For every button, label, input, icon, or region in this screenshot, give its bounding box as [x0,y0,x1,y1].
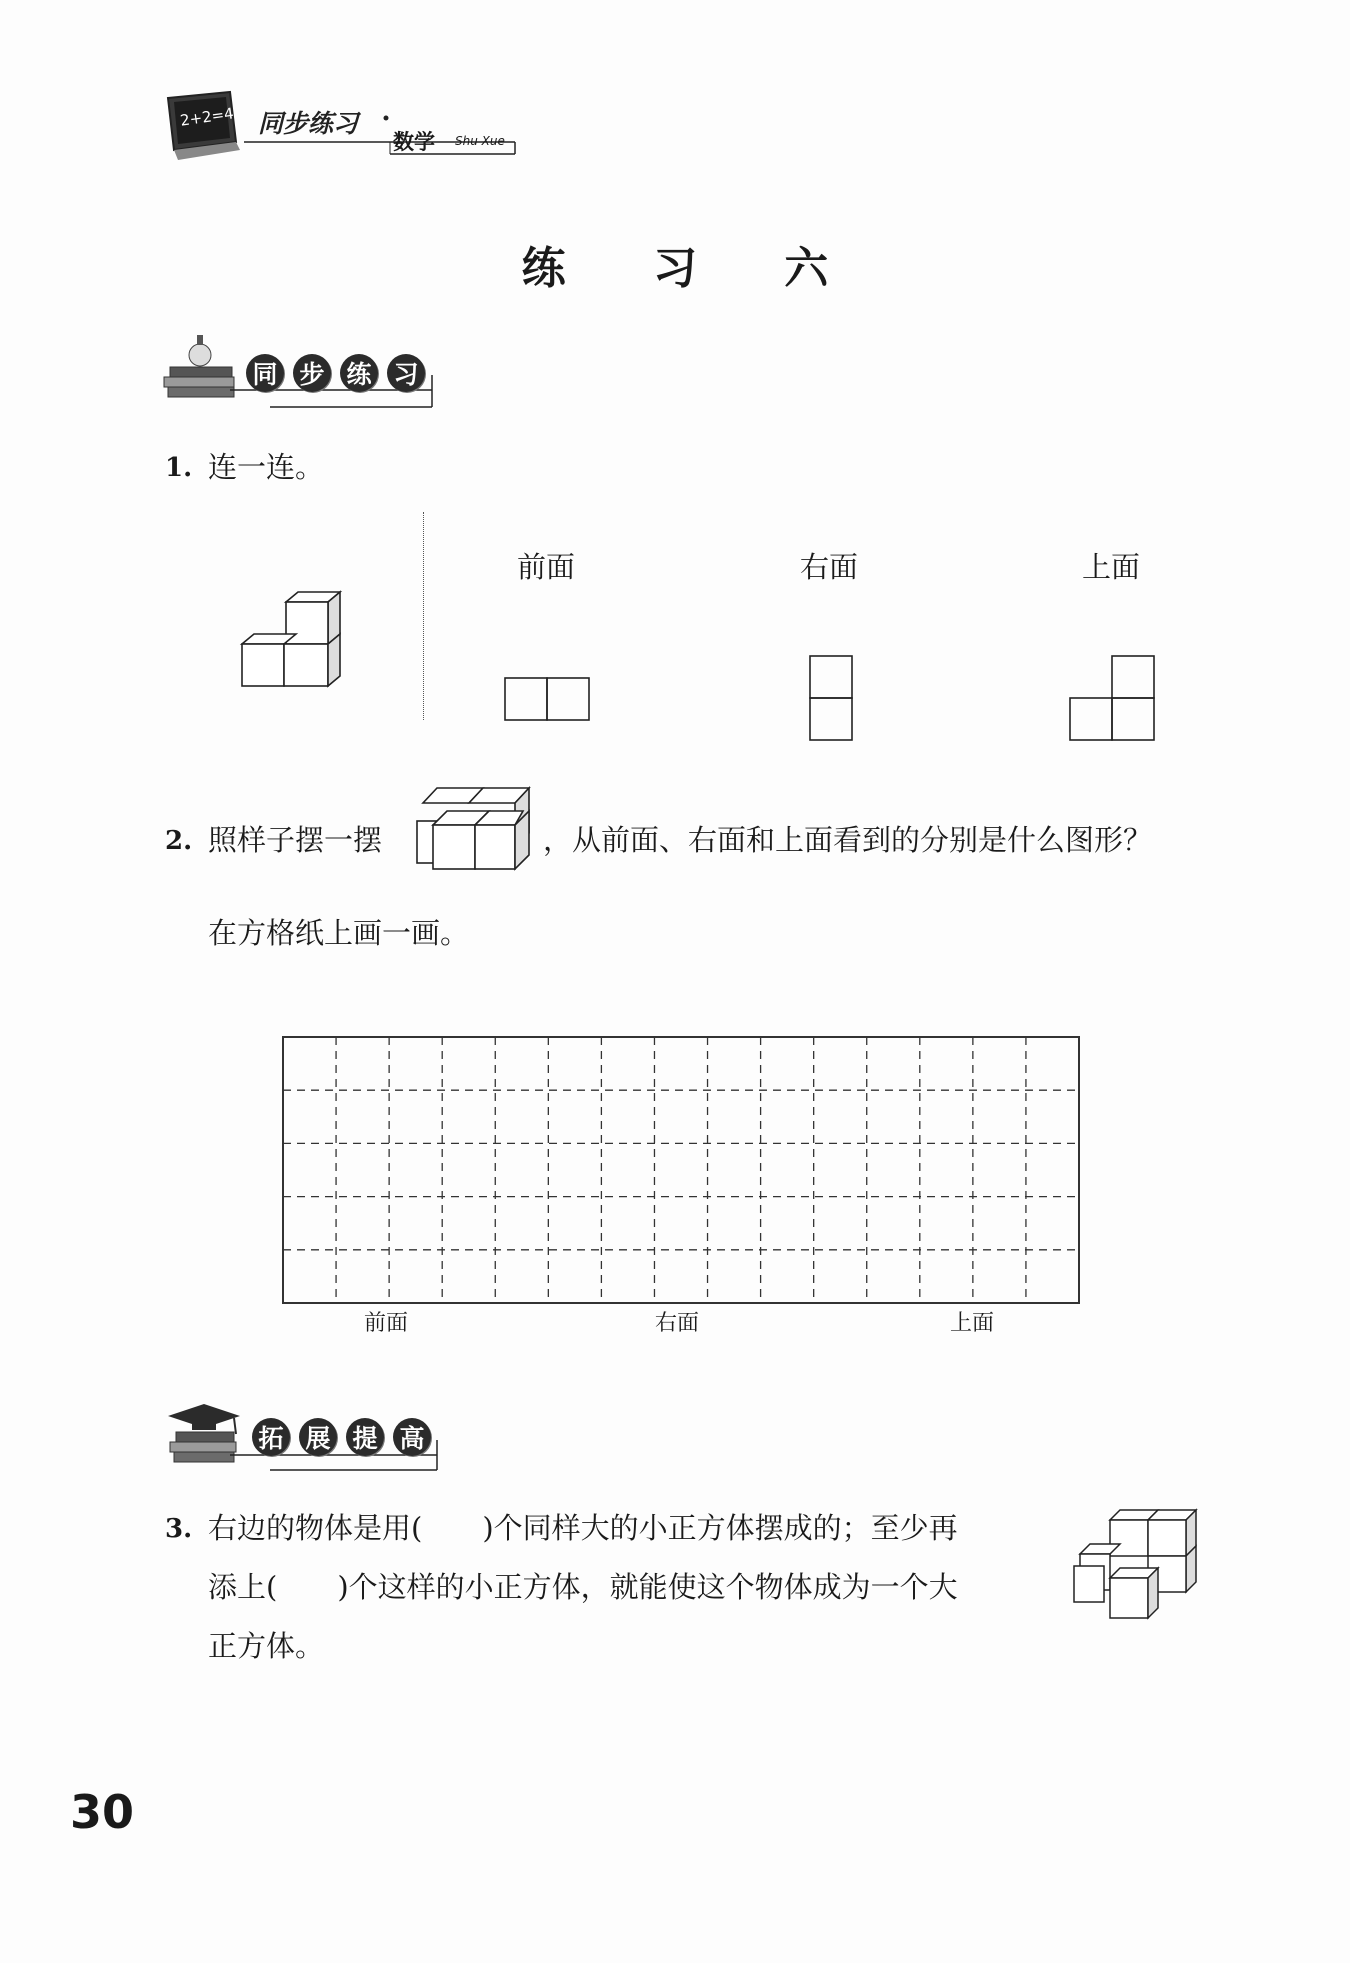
cube-model-figure [413,783,535,893]
view-shape-two-vertical [808,654,856,746]
question-text-line1 [208,1501,958,1556]
section-label-char: 习 [387,354,425,392]
text-fragment: 右边的物体是用( [208,1511,423,1545]
view-shape-two-horizontal [503,676,593,724]
header-subject-pinyin: Shu Xue [455,134,505,148]
grid-label-right: 右面 [655,1311,700,1336]
cube-cluster-figure [1070,1508,1200,1628]
section-label-char: 步 [293,354,331,392]
grid-frame [283,1037,1079,1303]
blackboard-text: 2+2=4 [179,104,235,130]
grid-label-front: 前面 [364,1311,409,1336]
question-text: 连一连。 [208,450,325,484]
question-number: 1. [165,453,193,483]
section-label-char: 拓 [252,1418,290,1456]
text-fragment: )个同样大的小正方体摆成的；至少再 [482,1511,958,1545]
question-text: 在方格纸上画一画。 [208,916,470,950]
text-fragment: 添上( [208,1570,278,1604]
grid-label-top: 上面 [950,1311,995,1336]
section-label-char: 展 [299,1418,337,1456]
page-title: 练 习 六 [521,243,865,294]
grid-paper [281,1035,1081,1305]
section-label-extension [252,1418,431,1456]
section-label-sync-practice [246,354,425,392]
section-label-char: 高 [393,1418,431,1456]
divider-dotted [423,512,424,720]
section-label-char: 练 [340,354,378,392]
header-banner-text: 同步练习 [258,109,359,138]
section-label-char: 提 [346,1418,384,1456]
section-label-char: 同 [246,354,284,392]
question-number: 2. [165,826,193,856]
view-shape-l-three [1068,654,1158,746]
view-label-front: 前面 [517,550,576,584]
question-text: 照样子摆一摆 [208,823,383,857]
view-label-right: 右面 [800,550,859,584]
text-fragment: )个这样的小正方体，就能使这个物体成为一个大 [337,1570,958,1604]
page-number: 30 [70,1785,135,1839]
question-text: ，从前面、右面和上面看到的分别是什么图形？ [543,823,1153,857]
header-subject: 数学 [393,130,435,154]
question-text-line2 [208,1560,958,1615]
cube-stack-figure [238,590,348,700]
question-text-line3: 正方体。 [208,1629,325,1663]
question-number: 3. [165,1514,193,1544]
view-label-top: 上面 [1082,550,1141,584]
